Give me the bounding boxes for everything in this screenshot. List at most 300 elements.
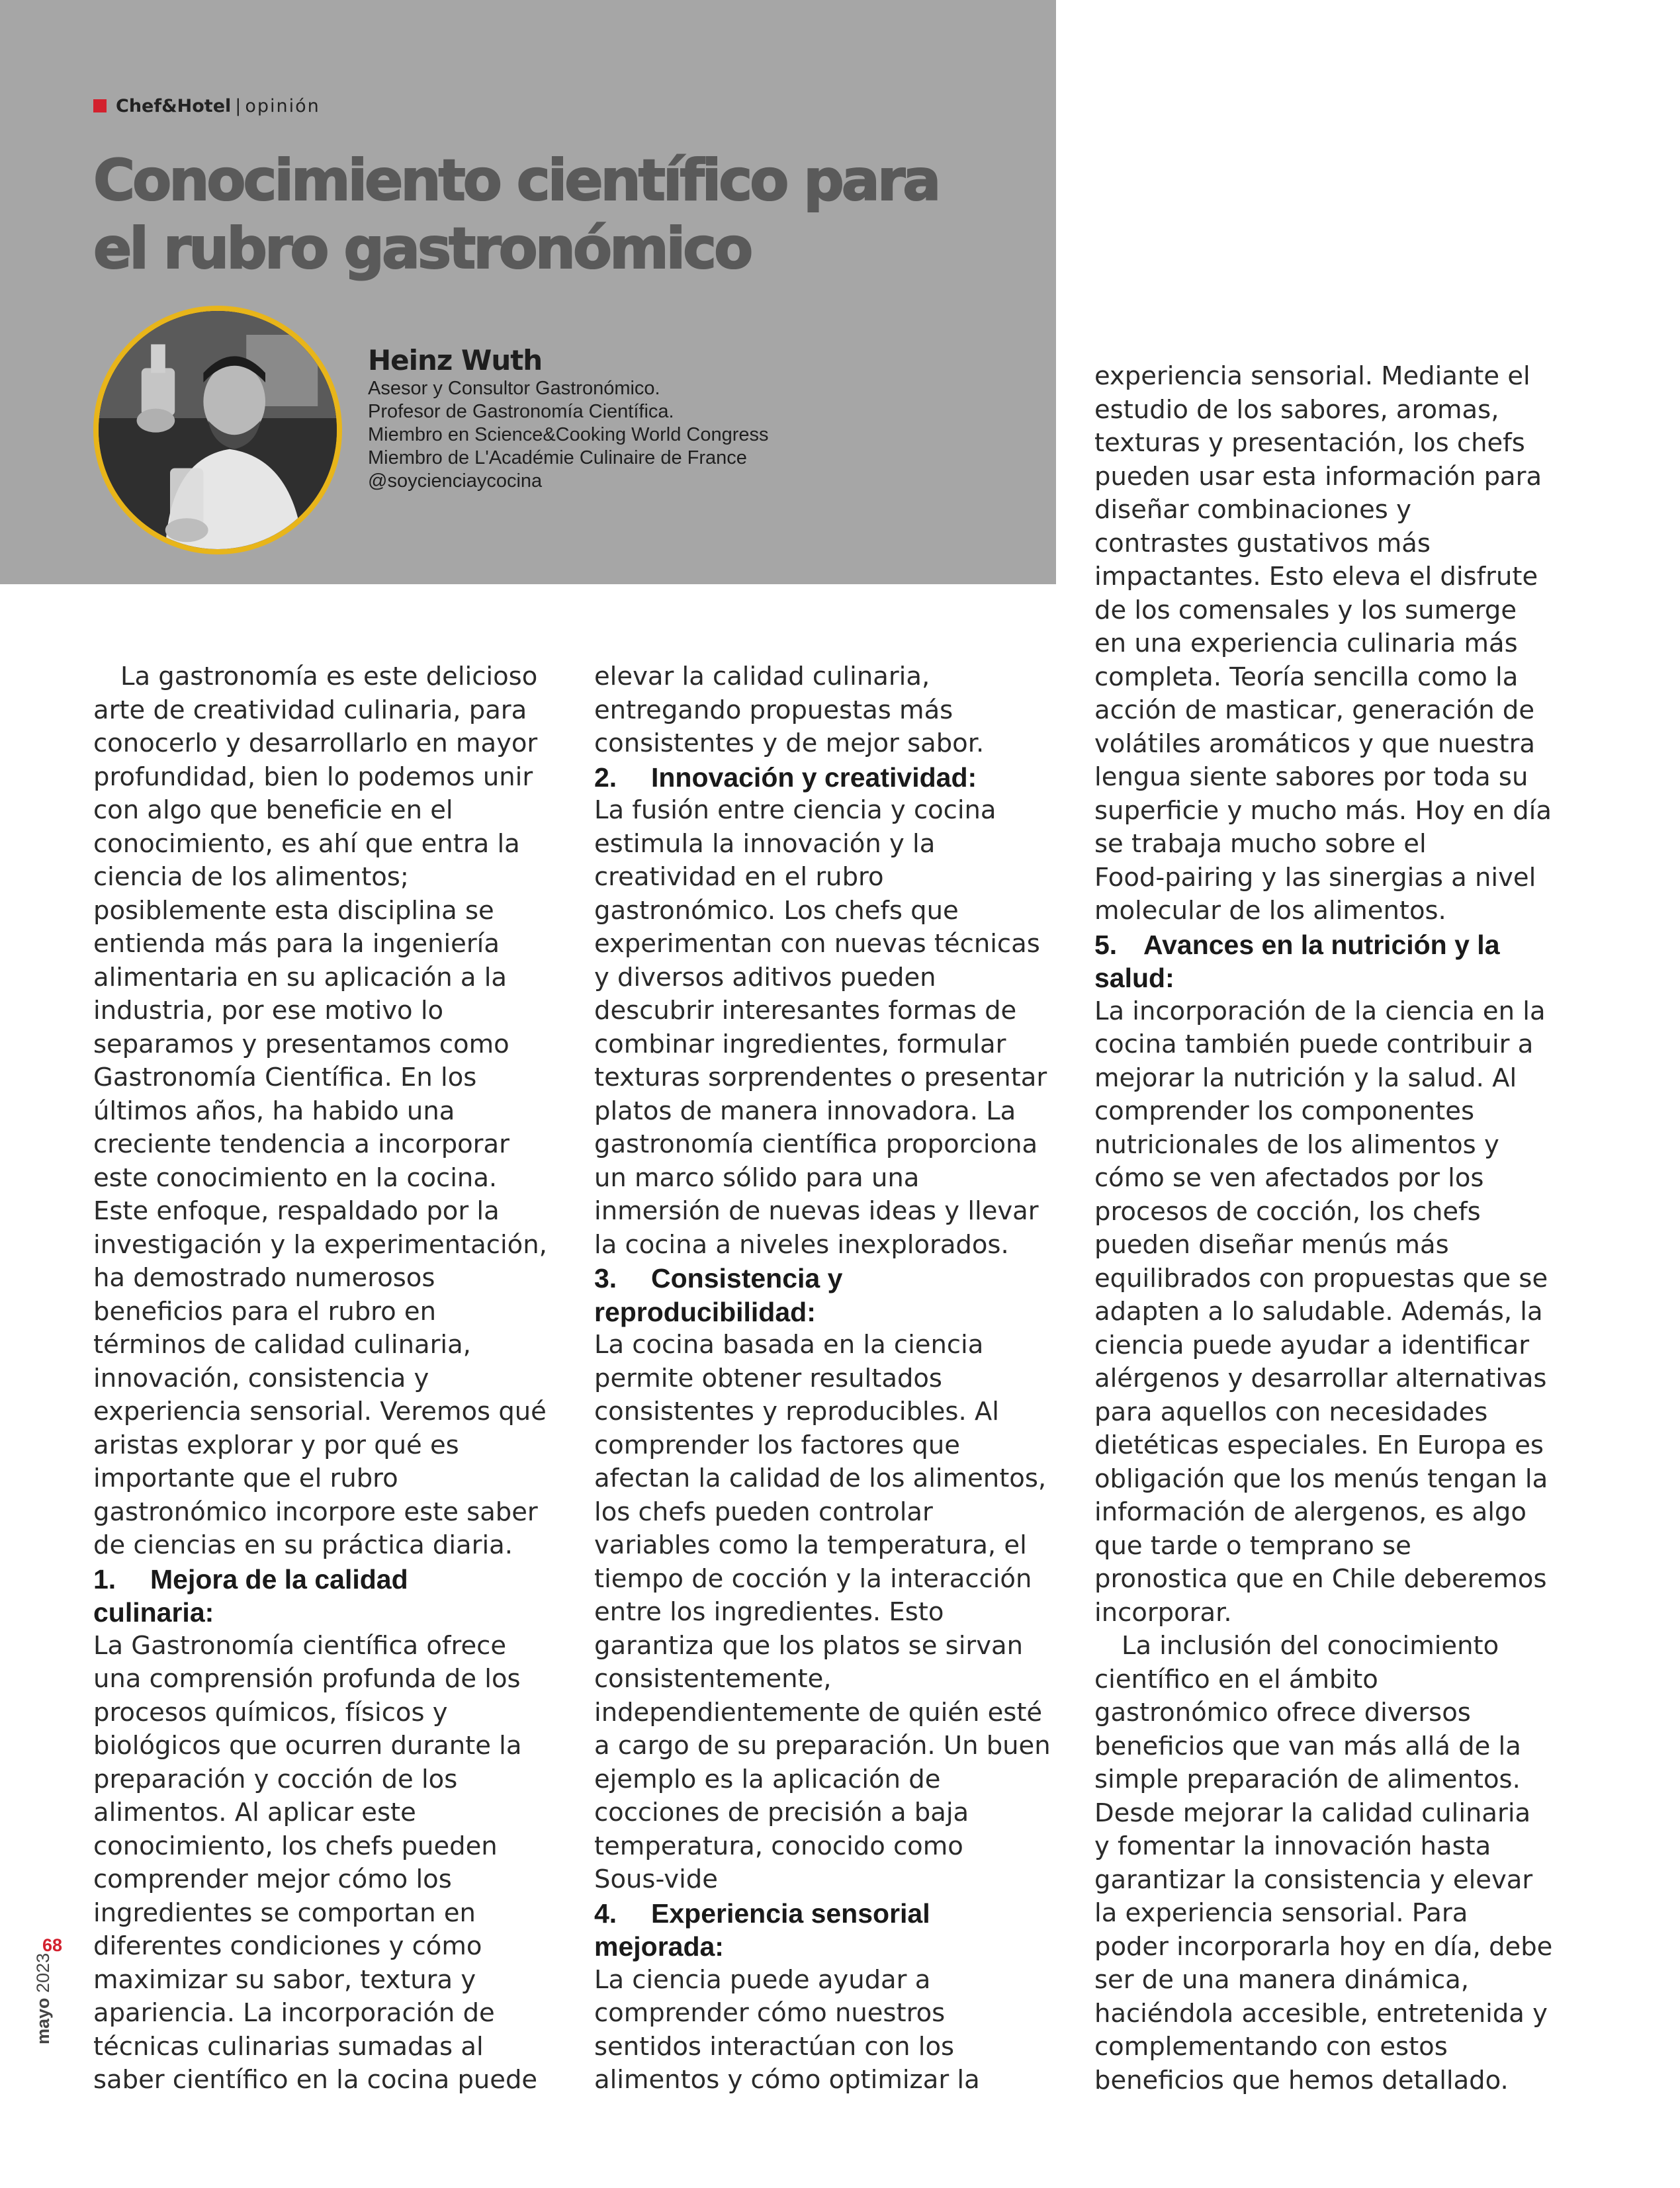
line-text: superficie y mucho más. Hoy en día	[1094, 795, 1552, 826]
line-text: este conocimiento en la cocina.	[93, 1162, 498, 1193]
line-text: consistentes y de mejor sabor.	[594, 728, 985, 758]
line-text: sentidos interactúan con los	[594, 2031, 955, 2062]
section-heading-line	[93, 1563, 556, 1597]
list-number: 1.	[93, 1563, 116, 1595]
author-photo	[93, 306, 342, 554]
issue-month: mayo	[33, 1997, 53, 2044]
line-text: mejorar la nutrición y la salud. Al	[1094, 1063, 1517, 1093]
line-text: La ciencia puede ayudar a	[594, 1964, 931, 1995]
line-text: ejemplo es la aplicación de	[594, 1764, 941, 1794]
line-text: entienda más para la ingeniería	[93, 929, 500, 959]
line-text: diseñar combinaciones y	[1094, 495, 1411, 525]
line-text: alimentaria en su aplicación a la	[93, 962, 508, 992]
line-text: garantizar la consistencia y elevar	[1094, 1864, 1533, 1895]
line-text: separamos y presentamos como	[93, 1029, 509, 1059]
paragraph-line	[93, 895, 556, 928]
line-text: procesos químicos, físicos y	[93, 1697, 448, 1728]
paragraph-line	[594, 828, 1057, 861]
paragraph-line	[1094, 1329, 1571, 1363]
line-text: beneficios que van más allá de la	[1094, 1731, 1521, 1761]
paragraph-line	[1094, 694, 1571, 728]
line-text: La inclusión del conocimiento	[1122, 1631, 1499, 1661]
paragraph-line	[1094, 1964, 1571, 1997]
line-text: Avances en la nutrición y la	[1143, 929, 1500, 960]
section-heading-line	[93, 1596, 556, 1630]
line-text: conocimiento, es ahí que entra la	[93, 828, 520, 859]
paragraph-line	[1094, 560, 1571, 594]
paragraph-line	[1094, 1062, 1571, 1096]
line-text: posiblemente esta disciplina se	[93, 895, 494, 926]
line-text: mejorada:	[594, 1931, 724, 1962]
line-text: comprender los componentes	[1094, 1096, 1475, 1126]
paragraph-line	[1094, 895, 1571, 928]
paragraph-line	[93, 1496, 556, 1530]
paragraph-line	[93, 1696, 556, 1730]
line-text: elevar la calidad culinaria,	[594, 662, 930, 691]
paragraph-line	[1094, 1362, 1571, 1396]
paragraph-line	[594, 1529, 1057, 1563]
paragraph-line	[594, 1462, 1057, 1496]
line-text: saber científico en la cocina puede	[93, 2065, 538, 2095]
paragraph-line	[1094, 1663, 1571, 1697]
line-text: La gastronomía es este delicioso	[120, 662, 538, 691]
line-text: y diversos aditivos pueden	[594, 962, 936, 992]
paragraph-line	[1094, 460, 1571, 494]
paragraph-line	[1094, 427, 1571, 460]
list-number: 4.	[594, 1898, 617, 1929]
line-text: innovación, consistencia y	[93, 1363, 429, 1393]
line-text: permite obtener resultados	[594, 1363, 942, 1393]
paragraph-line	[93, 1897, 556, 1931]
line-text: cocciones de precisión a baja	[594, 1798, 969, 1827]
line-text: independientemente de quién esté	[594, 1697, 1043, 1728]
section-heading-line	[1094, 928, 1571, 962]
line-text: complementando con estos	[1094, 2032, 1448, 2062]
line-text: equilibrados con propuestas que se	[1094, 1263, 1548, 1293]
paragraph-line	[594, 1729, 1057, 1763]
line-text: Consistencia y	[651, 1263, 843, 1293]
section-tag	[93, 94, 320, 118]
paragraph-line	[594, 660, 1057, 694]
line-text: un marco sólido para una	[594, 1162, 920, 1193]
paragraph-line	[594, 994, 1057, 1028]
paragraph-line	[1094, 1095, 1571, 1129]
line-text: científico en el ámbito	[1094, 1664, 1378, 1694]
line-text: entregando propuestas más	[594, 695, 953, 725]
chef-portrait-icon	[99, 311, 337, 549]
title-line: Conocimiento científico para	[93, 148, 939, 214]
title-line: el rubro gastronómico	[93, 216, 751, 282]
line-text: Gastronomía Científica. En los	[93, 1063, 477, 1092]
line-text: temperatura, conocido como	[594, 1831, 963, 1861]
line-text: profundidad, bien lo podemos unir	[93, 762, 533, 792]
line-text: alimentos y cómo optimizar la	[594, 2065, 980, 2095]
line-text: estimula la innovación y la	[594, 828, 936, 859]
line-text: los chefs pueden controlar	[594, 1497, 933, 1527]
line-text: experiencia sensorial. Mediante el	[1094, 361, 1530, 391]
paragraph-line	[1094, 1797, 1571, 1831]
paragraph-line	[594, 1128, 1057, 1162]
line-text: molecular de los alimentos.	[1094, 896, 1446, 926]
paragraph-line	[594, 2064, 1057, 2097]
paragraph-line	[93, 1395, 556, 1429]
line-text: pronostica que en Chile deberemos	[1094, 1564, 1547, 1594]
paragraph-line	[93, 727, 556, 761]
paragraph-line	[594, 1997, 1057, 2031]
paragraph-line	[93, 1028, 556, 1062]
paragraph-line	[594, 1429, 1057, 1463]
paragraph-line	[1094, 728, 1571, 762]
paragraph-line	[1094, 1997, 1571, 2031]
paragraph-line	[93, 828, 556, 861]
paragraph-line	[1094, 1229, 1571, 1262]
paragraph-line	[1094, 795, 1571, 828]
line-text: industria, por ese motivo lo	[93, 996, 444, 1026]
line-text: nutricionales de los alimentos y	[1094, 1129, 1499, 1160]
paragraph-line	[93, 1262, 556, 1295]
line-text: consistentemente,	[594, 1664, 832, 1694]
tag-separator: |	[235, 95, 242, 116]
paragraph-line	[594, 861, 1057, 895]
line-text: afectan la calidad de los alimentos,	[594, 1464, 1047, 1493]
line-text: poder incorporarla hoy en día, debe	[1094, 1931, 1553, 1962]
paragraph-line	[594, 1964, 1057, 1997]
line-text: Sous-vide	[594, 1864, 718, 1894]
article-column-1	[93, 660, 556, 2097]
author-role: Miembro de L'Académie Culinaire de France	[368, 447, 747, 468]
line-text: alimentos. Al aplicar este	[93, 1798, 416, 1827]
line-text: biológicos que ocurren durante la	[93, 1731, 522, 1761]
paragraph-line	[1094, 494, 1571, 527]
paragraph-line	[93, 994, 556, 1028]
paragraph-line	[1094, 1696, 1571, 1730]
line-text: últimos años, ha habido una	[93, 1096, 455, 1126]
paragraph-line	[594, 1095, 1057, 1129]
paragraph-line	[594, 961, 1057, 995]
line-text: consistentes y reproducibles. Al	[594, 1397, 999, 1426]
page-number: 68	[42, 1935, 63, 1955]
paragraph-line	[594, 727, 1057, 761]
paragraph-line	[93, 1763, 556, 1797]
paragraph-line	[1094, 1864, 1571, 1898]
line-text: Este enfoque, respaldado por la	[93, 1196, 500, 1226]
line-text: creciente tendencia a incorporar	[93, 1129, 509, 1159]
paragraph-line	[93, 1796, 556, 1830]
line-text: conocimiento, los chefs pueden	[93, 1831, 498, 1861]
paragraph-line	[93, 1162, 556, 1196]
paragraph-line	[1094, 1496, 1571, 1530]
paragraph-line	[1094, 527, 1571, 561]
paragraph-line	[93, 1863, 556, 1897]
paragraph-line	[1094, 995, 1571, 1029]
paragraph-line	[1094, 627, 1571, 661]
line-text: La Gastronomía científica ofrece	[93, 1630, 507, 1661]
paragraph-line	[93, 1729, 556, 1763]
line-text: beneficios para el rubro en	[93, 1296, 437, 1327]
paragraph-line	[1094, 594, 1571, 628]
line-text: La fusión entre ciencia y cocina	[594, 795, 996, 825]
line-text: experiencia sensorial. Veremos qué	[93, 1397, 547, 1426]
line-text: acción de masticar, generación de	[1094, 695, 1535, 725]
paragraph-line	[594, 895, 1057, 928]
paragraph-line	[1094, 2064, 1571, 2098]
paragraph-line	[93, 1630, 556, 1663]
line-text: ha demostrado numerosos	[93, 1263, 435, 1293]
paragraph-line	[1094, 1530, 1571, 1563]
paragraph-line	[1094, 761, 1571, 795]
paragraph-line	[594, 1796, 1057, 1830]
paragraph-line	[1094, 1897, 1571, 1931]
paragraph-line	[1094, 1597, 1571, 1630]
paragraph-line	[594, 794, 1057, 828]
line-text: de ciencias en su práctica diaria.	[93, 1530, 513, 1560]
line-text: comprender mejor cómo los	[93, 1864, 452, 1894]
article-column-2	[594, 660, 1057, 2097]
paragraph-line	[93, 1663, 556, 1696]
line-text: adapten a lo saludable. Además, la	[1094, 1297, 1543, 1327]
paragraph-line	[594, 1763, 1057, 1797]
paragraph-line	[1094, 1931, 1571, 1964]
paragraph-line	[1094, 1630, 1571, 1663]
line-text: comprender cómo nuestros	[594, 1998, 946, 2028]
line-text: obligación que los menús tengan la	[1094, 1464, 1548, 1494]
article-title	[93, 147, 1046, 283]
line-text: gastronomía científica proporciona	[594, 1129, 1038, 1159]
paragraph-line	[594, 1362, 1057, 1396]
paragraph-line	[93, 2064, 556, 2097]
line-text: tiempo de cocción y la interacción	[594, 1563, 1032, 1594]
section-heading-line	[594, 761, 1057, 795]
paragraph-line	[93, 1462, 556, 1496]
paragraph-line	[594, 1061, 1057, 1095]
line-text: diferentes condiciones y cómo	[93, 1931, 482, 1961]
paragraph-line	[1094, 1463, 1571, 1497]
line-text: ciencia de los alimentos;	[93, 862, 409, 892]
paragraph-line	[1094, 394, 1571, 427]
line-text: maximizar su sabor, textura y	[93, 1964, 476, 1995]
paragraph-line	[594, 1596, 1057, 1630]
line-text: Mejora de la calidad	[150, 1563, 408, 1595]
paragraph-line	[594, 1162, 1057, 1196]
line-text: la cocina a niveles inexplorados.	[594, 1229, 1009, 1260]
line-text: descubrir interesantes formas de	[594, 996, 1017, 1026]
paragraph-line	[93, 1362, 556, 1396]
paragraph-line	[594, 2031, 1057, 2064]
line-text: gastronómico ofrece diversos	[1094, 1698, 1471, 1728]
paragraph-line	[93, 794, 556, 828]
line-text: la experiencia sensorial. Para	[1094, 1898, 1468, 1928]
line-text: creatividad en el rubro	[594, 862, 884, 892]
line-text: importante que el rubro	[93, 1464, 398, 1493]
line-text: se trabaja mucho sobre el	[1094, 829, 1427, 859]
author-bio	[368, 377, 1030, 493]
line-text: aristas explorar y por qué es	[93, 1430, 459, 1460]
line-text: ser de una manera dinámica,	[1094, 1965, 1469, 1995]
line-text: una comprensión profunda de los	[93, 1664, 521, 1694]
line-text: lengua siente sabores por toda su	[1094, 762, 1528, 792]
paragraph-line	[93, 1329, 556, 1362]
paragraph-line	[594, 928, 1057, 961]
paragraph-line	[1094, 1429, 1571, 1463]
paragraph-line	[594, 1830, 1057, 1864]
line-text: en una experiencia culinaria más	[1094, 629, 1518, 658]
author-name: Heinz Wuth	[368, 344, 543, 376]
line-text: platos de manera innovadora. La	[594, 1096, 1016, 1126]
paragraph-line	[93, 1295, 556, 1329]
paragraph-line	[93, 861, 556, 895]
paragraph-line	[1094, 1730, 1571, 1764]
paragraph-line	[93, 928, 556, 961]
section-heading-line	[594, 1930, 1057, 1964]
line-text: culinaria:	[93, 1597, 214, 1628]
paragraph-line	[1094, 1262, 1571, 1296]
paragraph-line	[594, 1395, 1057, 1429]
line-text: Innovación y creatividad:	[651, 762, 977, 793]
line-text: inmersión de nuevas ideas y llevar	[594, 1196, 1039, 1226]
line-text: entre los ingredientes. Esto	[594, 1597, 944, 1627]
line-text: impactantes. Esto eleva el disfrute	[1094, 562, 1538, 591]
paragraph-line	[93, 1830, 556, 1864]
line-text: pueden diseñar menús más	[1094, 1230, 1449, 1260]
paragraph-line	[93, 1195, 556, 1229]
line-text: garantiza que los platos se sirvan	[594, 1630, 1024, 1661]
line-text: ingredientes se comportan en	[93, 1898, 476, 1928]
list-number: 2.	[594, 762, 617, 793]
line-text: texturas y presentación, los chefs	[1094, 428, 1525, 458]
paragraph-line	[93, 1061, 556, 1095]
paragraph-line	[93, 1128, 556, 1162]
line-text: incorporar.	[1094, 1597, 1232, 1628]
author-role: Asesor y Consultor Gastronómico.	[368, 378, 660, 399]
paragraph-line	[93, 1930, 556, 1964]
line-text: arte de creatividad culinaria, para	[93, 695, 527, 725]
line-text: experimentan con nuevas técnicas	[594, 929, 1040, 959]
line-text: Desde mejorar la calidad culinaria	[1094, 1798, 1531, 1828]
paragraph-line	[1094, 2031, 1571, 2064]
line-text: variables como la temperatura, el	[594, 1530, 1027, 1560]
paragraph-line	[1094, 1162, 1571, 1196]
line-text: y fomentar la innovación hasta	[1094, 1831, 1491, 1861]
section-heading-line	[594, 1897, 1057, 1931]
paragraph-line	[594, 1663, 1057, 1696]
line-text: contrastes gustativos más	[1094, 528, 1431, 558]
line-text: haciéndola accesible, entretenida y	[1094, 1998, 1548, 2029]
section-heading-line	[1094, 961, 1571, 995]
section-marker-icon	[93, 99, 107, 112]
paragraph-line	[93, 1997, 556, 2031]
paragraph-line	[594, 1329, 1057, 1362]
paragraph-line	[594, 1195, 1057, 1229]
paragraph-line	[594, 1496, 1057, 1530]
line-text: que tarde o temprano se	[1094, 1530, 1411, 1561]
line-text: para aquellos con necesidades	[1094, 1397, 1488, 1427]
line-text: salud:	[1094, 963, 1174, 993]
line-text: Experiencia sensorial	[651, 1898, 930, 1929]
line-text: con algo que beneficie en el	[93, 795, 453, 825]
line-text: completa. Teoría sencilla como la	[1094, 662, 1519, 692]
paragraph-line	[1094, 1196, 1571, 1229]
line-text: términos de calidad culinaria,	[93, 1330, 471, 1360]
paragraph-line	[1094, 1028, 1571, 1062]
paragraph-line	[93, 2031, 556, 2064]
paragraph-line	[93, 660, 556, 694]
line-text: cocina también puede contribuir a	[1094, 1029, 1534, 1059]
list-number: 3.	[594, 1263, 617, 1293]
paragraph-line	[1094, 1129, 1571, 1162]
list-number: 5.	[1094, 929, 1118, 960]
line-text: cómo se ven afectados por los	[1094, 1163, 1484, 1193]
line-text: de los comensales y los sumerge	[1094, 595, 1517, 625]
author-social-handle: @soycienciaycocina	[368, 470, 543, 492]
line-text: alérgenos y desarrollar alternativas	[1094, 1364, 1547, 1393]
line-text: dietéticas especiales. En Europa es	[1094, 1430, 1544, 1460]
section-name: opinión	[245, 95, 320, 116]
line-text: pueden usar esta información para	[1094, 461, 1542, 492]
paragraph-line	[594, 1630, 1057, 1663]
paragraph-line	[594, 1563, 1057, 1597]
paragraph-line	[93, 1095, 556, 1129]
paragraph-line	[1094, 1396, 1571, 1430]
paragraph-line	[93, 761, 556, 795]
line-text: ciencia puede ayudar a identificar	[1094, 1330, 1530, 1360]
line-text: estudio de los sabores, aromas,	[1094, 394, 1499, 425]
section-heading-line	[594, 1295, 1057, 1329]
line-text: gastronómico. Los chefs que	[594, 895, 959, 926]
line-text: conocerlo y desarrollarlo en mayor	[93, 728, 538, 758]
paragraph-line	[93, 694, 556, 728]
line-text: beneficios que hemos detallado.	[1094, 2065, 1509, 2095]
paragraph-line	[594, 1028, 1057, 1062]
paragraph-line	[1094, 1295, 1571, 1329]
paragraph-line	[93, 1429, 556, 1463]
line-text: combinar ingredientes, formular	[594, 1029, 1006, 1059]
issue-year: 2023	[33, 1952, 53, 1993]
line-text: información de alergenos, es algo	[1094, 1497, 1526, 1527]
author-role: Miembro en Science&Cooking World Congress	[368, 424, 769, 445]
section-heading-line	[594, 1262, 1057, 1295]
magazine-brand: Chef&Hotel	[116, 95, 232, 116]
line-text: investigación y la experimentación,	[93, 1229, 547, 1260]
paragraph-line	[594, 694, 1057, 728]
paragraph-line	[594, 1863, 1057, 1897]
line-text: simple preparación de alimentos.	[1094, 1765, 1521, 1794]
line-text: La incorporación de la ciencia en la	[1094, 996, 1546, 1026]
paragraph-line	[594, 1696, 1057, 1730]
paragraph-line	[93, 1964, 556, 1997]
paragraph-line	[93, 1229, 556, 1262]
line-text: apariencia. La incorporación de	[93, 1998, 495, 2028]
paragraph-line	[1094, 1763, 1571, 1797]
paragraph-line	[1094, 360, 1571, 394]
line-text: comprender los factores que	[594, 1430, 960, 1460]
paragraph-line	[1094, 828, 1571, 861]
paragraph-line	[93, 961, 556, 995]
line-text: procesos de cocción, los chefs	[1094, 1196, 1481, 1227]
author-role: Profesor de Gastronomía Científica.	[368, 401, 674, 422]
paragraph-line	[594, 1229, 1057, 1262]
line-text: gastronómico incorpore este saber	[93, 1497, 538, 1527]
paragraph-line	[1094, 861, 1571, 895]
line-text: texturas sorprendentes o presentar	[594, 1063, 1047, 1092]
line-text: a cargo de su preparación. Un buen	[594, 1731, 1051, 1761]
line-text: reproducibilidad:	[594, 1296, 816, 1327]
paragraph-line	[1094, 1563, 1571, 1597]
paragraph-line	[1094, 1830, 1571, 1864]
line-text: La cocina basada en la ciencia	[594, 1330, 984, 1360]
line-text: Food-pairing y las sinergias a nivel	[1094, 862, 1536, 893]
issue-date	[33, 1953, 54, 2044]
line-text: volátiles aromáticos y que nuestra	[1094, 728, 1535, 759]
